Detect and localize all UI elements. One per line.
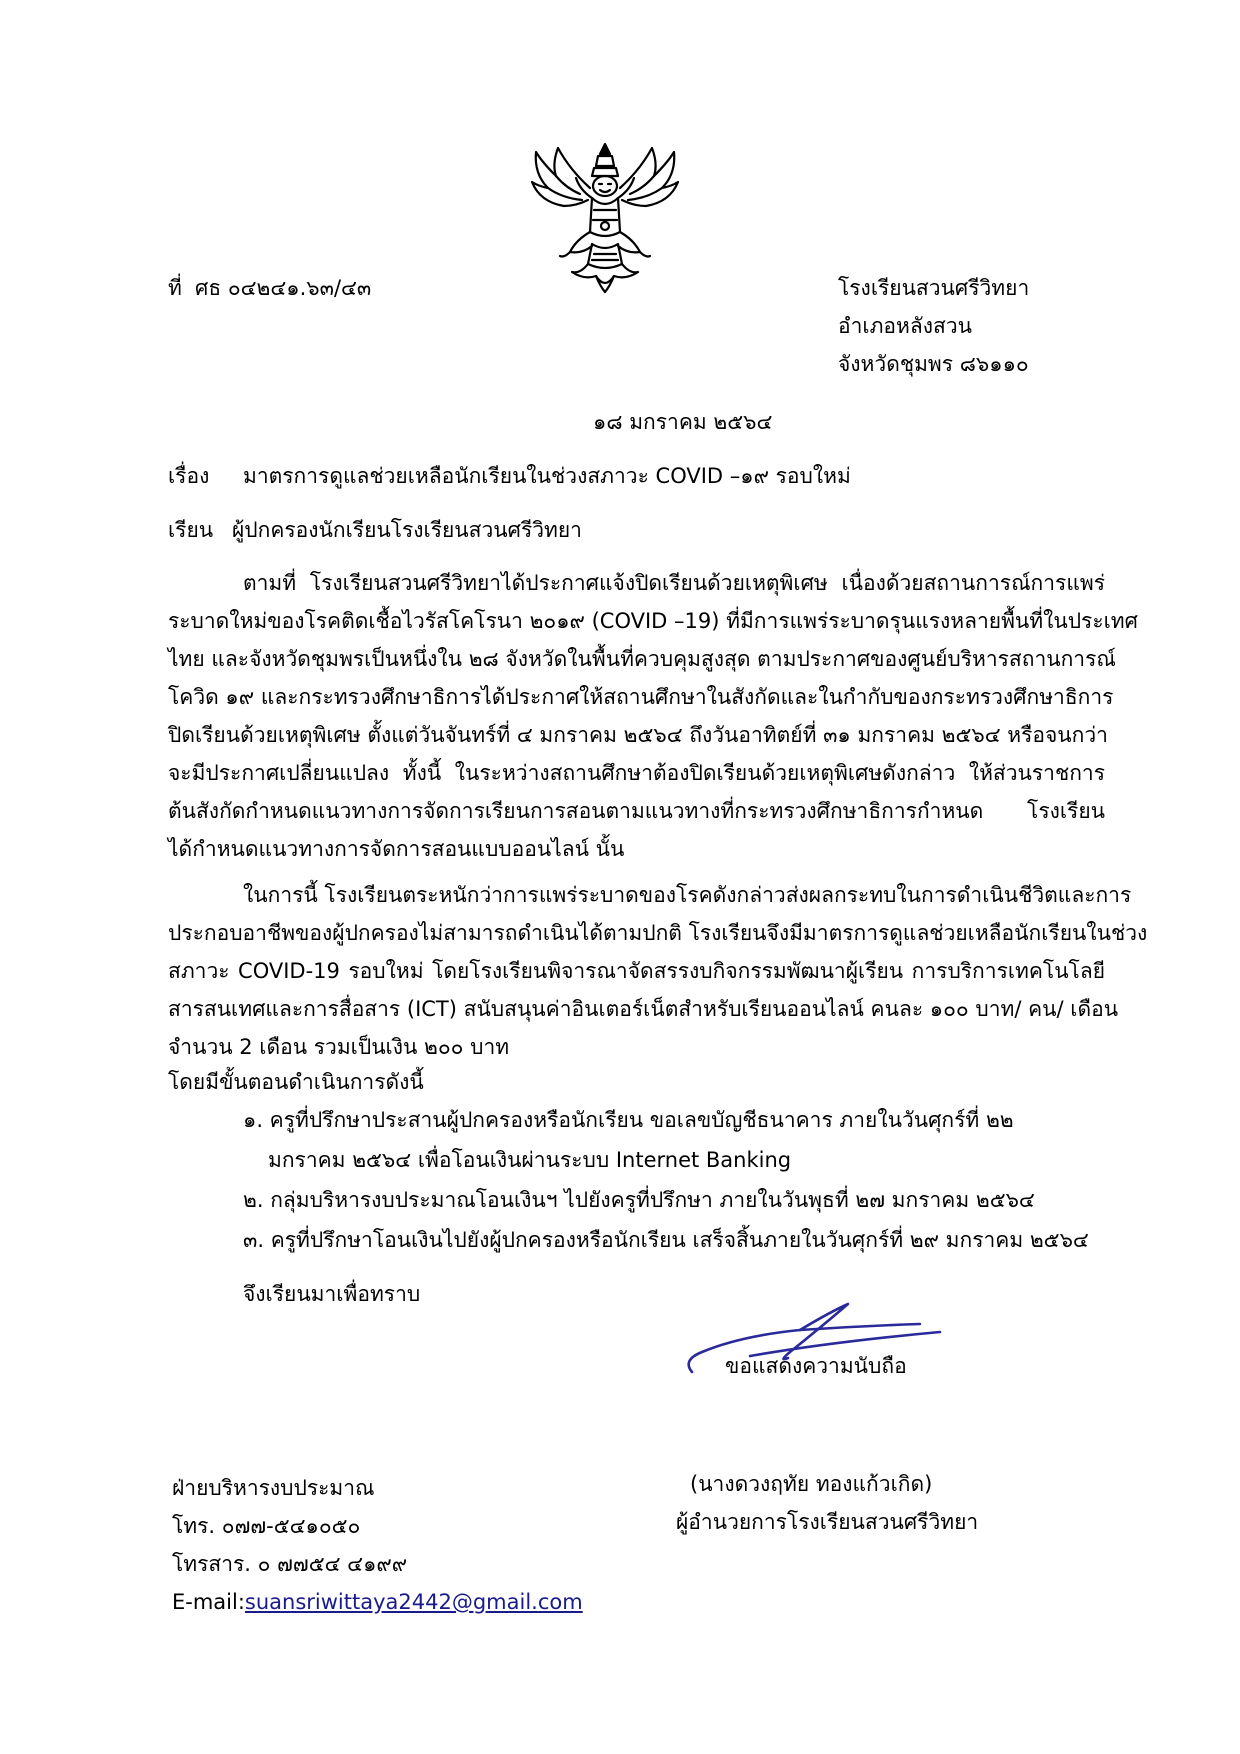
paragraph-line: ได้กำหนดแนวทางการจัดการสอนแบบออนไลน์ นั้น (168, 837, 625, 861)
paragraph-line: จะมีประกาศเปลี่ยนแปลง ทั้งนี้ ในระหว่างสถานศึกษาต้องปิดเรียนด้วยเหตุพิเศษดังกล่าว ให้ส่วนราชการ (168, 761, 1105, 785)
signature-mark (680, 1300, 950, 1380)
body-paragraph-1 (168, 564, 1138, 868)
school-name: โรงเรียนสวนศรีวิทยา (838, 276, 1030, 300)
paragraph-line: โควิด ๑๙ และกระทรวงศึกษาธิการได้ประกาศให้สถานศึกษาในสังกัดและในกำกับของกระทรวงศึกษาธิการ (168, 685, 1114, 709)
reference-label: ที่ (168, 276, 182, 300)
salutation-label: เรียน (168, 518, 214, 542)
email-label: E-mail: (172, 1590, 245, 1614)
paragraph-line: ระบาดใหม่ของโรคติดเชื้อไวรัสโคโรนา ๒๐๑๙ (COVID –19) ที่มีการแพร่ระบาดรุนแรงหลายพื้นที่ในประเทศ (168, 609, 1138, 633)
paragraph-line: ตามที่ โรงเรียนสวนศรีวิทยาได้ประกาศแจ้งปิดเรียนด้วยเหตุพิเศษ เนื่องด้วยสถานการณ์การแพร่ (243, 571, 1105, 595)
paragraph-line: สภาวะ COVID-19 รอบใหม่ โดยโรงเรียนพิจารณาจัดสรรงบกิจกรรมพัฒนาผู้เรียน การบริการเทคโนโลยี (168, 959, 1105, 983)
signer-name: (นางดวงฤทัย ทองแก้วเกิด) (690, 1472, 933, 1496)
signer-title: ผู้อำนวยการโรงเรียนสวนศรีวิทยา (676, 1510, 979, 1534)
regards: ขอแสดงความนับถือ (725, 1354, 907, 1378)
paragraph-line: ไทย และจังหวัดชุมพรเป็นหนึ่งใน ๒๘ จังหวัดในพื้นที่ควบคุมสูงสุด ตามประกาศของศูนย์บริหารสถานการณ์ (168, 647, 1116, 671)
body-paragraph-2 (168, 876, 1148, 1066)
paragraph-line: ปิดเรียนด้วยเหตุพิเศษ ตั้งแต่วันจันทร์ที่ ๔ มกราคม ๒๕๖๔ ถึงวันอาทิตย์ที่ ๓๑ มกราคม ๒๕๖๔ หรือจนกว่า (168, 723, 1108, 747)
email-link[interactable]: suansriwittaya2442@gmail.com (244, 1590, 583, 1614)
paragraph-line: ต้นสังกัดกำหนดแนวทางการจัดการเรียนการสอนตามแนวทางที่กระทรวงศึกษาธิการกำหนด โรงเรียน (168, 799, 1105, 823)
subject-text: มาตรการดูแลช่วยเหลือนักเรียนในช่วงสภาวะ COVID –๑๙ รอบใหม่ (243, 464, 851, 488)
salutation-text: ผู้ปกครองนักเรียนโรงเรียนสวนศรีวิทยา (232, 518, 582, 542)
contact-email (172, 1592, 583, 1613)
step-2: ๒. กลุ่มบริหารงบประมาณโอนเงินฯ ไปยังครูที่ปรึกษา ภายในวันพุธที่ ๒๗ มกราคม ๒๕๖๔ (243, 1188, 1035, 1212)
paragraph-line: ในการนี้ โรงเรียนตระหนักว่าการแพร่ระบาดของโรคดังกล่าวส่งผลกระทบในการดำเนินชีวิตและการ (243, 883, 1132, 907)
reference-number: ศธ ๐๔๒๔๑.๖๓/๔๓ (195, 276, 372, 300)
step-3: ๓. ครูที่ปรึกษาโอนเงินไปยังผู้ปกครองหรือนักเรียน เสร็จสิ้นภายในวันศุกร์ที่ ๒๙ มกราคม ๒๕๖๔ (243, 1228, 1089, 1252)
school-district: อำเภอหลังสวน (838, 314, 972, 338)
paragraph-line: สารสนเทศและการสื่อสาร (ICT) สนับสนุนค่าอินเตอร์เน็ตสำหรับเรียนออนไลน์ คนละ ๑๐๐ บาท/ คน/ เดือน (168, 997, 1119, 1021)
step-1: ๑. ครูที่ปรึกษาประสานผู้ปกครองหรือนักเรียน ขอเลขบัญชีธนาคาร ภายในวันศุกร์ที่ ๒๒ (243, 1108, 1014, 1132)
contact-department: ฝ่ายบริหารงบประมาณ (172, 1476, 375, 1500)
step-1-continued: มกราคม ๒๕๖๔ เพื่อโอนเงินผ่านระบบ Internet Banking (268, 1148, 792, 1172)
subject-label: เรื่อง (168, 464, 210, 488)
letter-date: ๑๘ มกราคม ๒๕๖๔ (593, 410, 773, 434)
paragraph-line: ประกอบอาชีพของผู้ปกครองไม่สามารถดำเนินได้ตามปกติ โรงเรียนจึงมีมาตรการดูแลช่วยเหลือนักเรียนในช่วง (168, 921, 1148, 945)
contact-fax: โทรสาร. ๐ ๗๗๕๔ ๔๑๙๙ (172, 1552, 408, 1576)
contact-phone: โทร. ๐๗๗-๕๔๑๐๕๐ (172, 1514, 361, 1538)
steps-intro: โดยมีขั้นตอนดำเนินการดังนี้ (168, 1070, 424, 1094)
closing-line: จึงเรียนมาเพื่อทราบ (243, 1282, 421, 1306)
school-province: จังหวัดชุมพร ๘๖๑๑๐ (838, 352, 1029, 376)
garuda-emblem-icon (530, 140, 680, 295)
paragraph-line: จำนวน 2 เดือน รวมเป็นเงิน ๒๐๐ บาท (168, 1035, 510, 1059)
